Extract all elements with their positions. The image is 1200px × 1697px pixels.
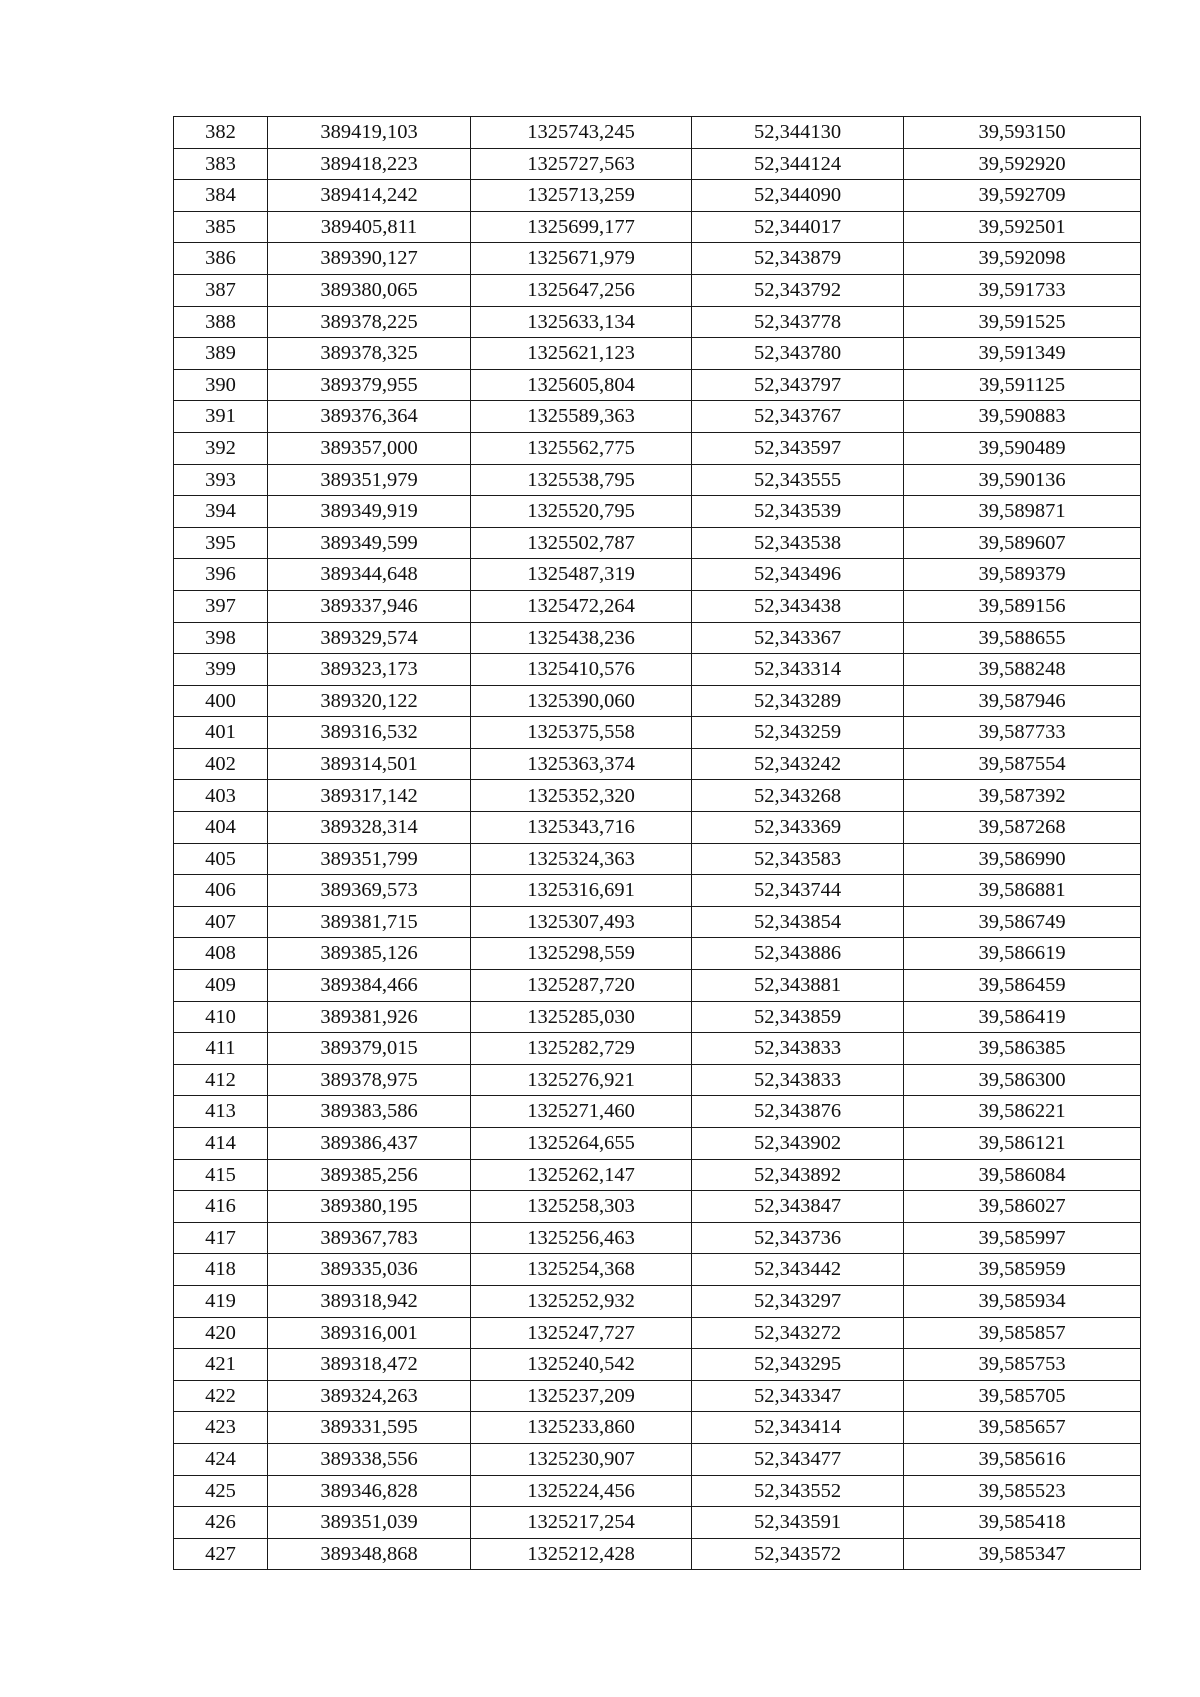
longitude-cell: 39,586419	[904, 1001, 1141, 1033]
longitude-cell: 39,592501	[904, 211, 1141, 243]
longitude-cell: 39,586619	[904, 938, 1141, 970]
latitude-cell: 52,343289	[692, 685, 904, 717]
latitude-cell: 52,344130	[692, 117, 904, 149]
latitude-cell: 52,343272	[692, 1317, 904, 1349]
latitude-cell: 52,343268	[692, 780, 904, 812]
y-coordinate-cell: 1325352,320	[471, 780, 692, 812]
y-coordinate-cell: 1325264,655	[471, 1128, 692, 1160]
latitude-cell: 52,343591	[692, 1507, 904, 1539]
longitude-cell: 39,586990	[904, 843, 1141, 875]
point-number-cell: 399	[174, 654, 268, 686]
y-coordinate-cell: 1325502,787	[471, 527, 692, 559]
coordinates-table	[173, 116, 1141, 1570]
table-row	[174, 654, 1141, 686]
point-number-cell: 423	[174, 1412, 268, 1444]
latitude-cell: 52,343552	[692, 1475, 904, 1507]
y-coordinate-cell: 1325252,932	[471, 1285, 692, 1317]
table-row	[174, 401, 1141, 433]
longitude-cell: 39,585997	[904, 1222, 1141, 1254]
point-number-cell: 413	[174, 1096, 268, 1128]
point-number-cell: 411	[174, 1033, 268, 1065]
table-row	[174, 1254, 1141, 1286]
longitude-cell: 39,585959	[904, 1254, 1141, 1286]
x-coordinate-cell: 389357,000	[268, 432, 471, 464]
longitude-cell: 39,591525	[904, 306, 1141, 338]
point-number-cell: 400	[174, 685, 268, 717]
longitude-cell: 39,587733	[904, 717, 1141, 749]
latitude-cell: 52,343295	[692, 1349, 904, 1381]
point-number-cell: 424	[174, 1443, 268, 1475]
point-number-cell: 415	[174, 1159, 268, 1191]
latitude-cell: 52,343555	[692, 464, 904, 496]
table-row	[174, 906, 1141, 938]
longitude-cell: 39,585523	[904, 1475, 1141, 1507]
longitude-cell: 39,585616	[904, 1443, 1141, 1475]
longitude-cell: 39,591733	[904, 274, 1141, 306]
y-coordinate-cell: 1325520,795	[471, 496, 692, 528]
table-row	[174, 1064, 1141, 1096]
latitude-cell: 52,343572	[692, 1538, 904, 1570]
longitude-cell: 39,586027	[904, 1191, 1141, 1223]
x-coordinate-cell: 389316,532	[268, 717, 471, 749]
latitude-cell: 52,343886	[692, 938, 904, 970]
longitude-cell: 39,591125	[904, 369, 1141, 401]
point-number-cell: 398	[174, 622, 268, 654]
point-number-cell: 425	[174, 1475, 268, 1507]
table-row	[174, 1191, 1141, 1223]
table-row	[174, 527, 1141, 559]
y-coordinate-cell: 1325713,259	[471, 180, 692, 212]
y-coordinate-cell: 1325390,060	[471, 685, 692, 717]
y-coordinate-cell: 1325262,147	[471, 1159, 692, 1191]
x-coordinate-cell: 389379,015	[268, 1033, 471, 1065]
y-coordinate-cell: 1325240,542	[471, 1349, 692, 1381]
point-number-cell: 404	[174, 812, 268, 844]
y-coordinate-cell: 1325212,428	[471, 1538, 692, 1570]
point-number-cell: 416	[174, 1191, 268, 1223]
x-coordinate-cell: 389317,142	[268, 780, 471, 812]
table-row	[174, 180, 1141, 212]
x-coordinate-cell: 389390,127	[268, 243, 471, 275]
table-row	[174, 338, 1141, 370]
latitude-cell: 52,344090	[692, 180, 904, 212]
point-number-cell: 402	[174, 748, 268, 780]
longitude-cell: 39,590136	[904, 464, 1141, 496]
latitude-cell: 52,343414	[692, 1412, 904, 1444]
table-row	[174, 1317, 1141, 1349]
longitude-cell: 39,588655	[904, 622, 1141, 654]
latitude-cell: 52,343538	[692, 527, 904, 559]
y-coordinate-cell: 1325256,463	[471, 1222, 692, 1254]
longitude-cell: 39,591349	[904, 338, 1141, 370]
point-number-cell: 391	[174, 401, 268, 433]
table-row	[174, 875, 1141, 907]
table-row	[174, 590, 1141, 622]
y-coordinate-cell: 1325605,804	[471, 369, 692, 401]
longitude-cell: 39,585705	[904, 1380, 1141, 1412]
point-number-cell: 386	[174, 243, 268, 275]
longitude-cell: 39,586881	[904, 875, 1141, 907]
longitude-cell: 39,586749	[904, 906, 1141, 938]
latitude-cell: 52,344124	[692, 148, 904, 180]
longitude-cell: 39,585418	[904, 1507, 1141, 1539]
point-number-cell: 387	[174, 274, 268, 306]
longitude-cell: 39,585657	[904, 1412, 1141, 1444]
x-coordinate-cell: 389367,783	[268, 1222, 471, 1254]
x-coordinate-cell: 389335,036	[268, 1254, 471, 1286]
longitude-cell: 39,589607	[904, 527, 1141, 559]
table-row	[174, 1159, 1141, 1191]
y-coordinate-cell: 1325298,559	[471, 938, 692, 970]
latitude-cell: 52,343477	[692, 1443, 904, 1475]
longitude-cell: 39,585857	[904, 1317, 1141, 1349]
latitude-cell: 52,343736	[692, 1222, 904, 1254]
x-coordinate-cell: 389405,811	[268, 211, 471, 243]
point-number-cell: 407	[174, 906, 268, 938]
point-number-cell: 392	[174, 432, 268, 464]
x-coordinate-cell: 389324,263	[268, 1380, 471, 1412]
y-coordinate-cell: 1325438,236	[471, 622, 692, 654]
x-coordinate-cell: 389379,955	[268, 369, 471, 401]
table-row	[174, 369, 1141, 401]
point-number-cell: 388	[174, 306, 268, 338]
x-coordinate-cell: 389378,325	[268, 338, 471, 370]
latitude-cell: 52,343778	[692, 306, 904, 338]
latitude-cell: 52,343859	[692, 1001, 904, 1033]
x-coordinate-cell: 389323,173	[268, 654, 471, 686]
x-coordinate-cell: 389380,065	[268, 274, 471, 306]
longitude-cell: 39,589871	[904, 496, 1141, 528]
table-row	[174, 1475, 1141, 1507]
longitude-cell: 39,586221	[904, 1096, 1141, 1128]
y-coordinate-cell: 1325247,727	[471, 1317, 692, 1349]
y-coordinate-cell: 1325276,921	[471, 1064, 692, 1096]
x-coordinate-cell: 389381,715	[268, 906, 471, 938]
latitude-cell: 52,343597	[692, 432, 904, 464]
longitude-cell: 39,592709	[904, 180, 1141, 212]
latitude-cell: 52,343792	[692, 274, 904, 306]
x-coordinate-cell: 389346,828	[268, 1475, 471, 1507]
coordinates-table-body	[174, 117, 1141, 1570]
point-number-cell: 393	[174, 464, 268, 496]
x-coordinate-cell: 389337,946	[268, 590, 471, 622]
latitude-cell: 52,343438	[692, 590, 904, 622]
latitude-cell: 52,343369	[692, 812, 904, 844]
latitude-cell: 52,343902	[692, 1128, 904, 1160]
y-coordinate-cell: 1325233,860	[471, 1412, 692, 1444]
latitude-cell: 52,343892	[692, 1159, 904, 1191]
latitude-cell: 52,343876	[692, 1096, 904, 1128]
x-coordinate-cell: 389329,574	[268, 622, 471, 654]
x-coordinate-cell: 389351,979	[268, 464, 471, 496]
x-coordinate-cell: 389348,868	[268, 1538, 471, 1570]
latitude-cell: 52,343314	[692, 654, 904, 686]
longitude-cell: 39,592920	[904, 148, 1141, 180]
x-coordinate-cell: 389318,472	[268, 1349, 471, 1381]
point-number-cell: 422	[174, 1380, 268, 1412]
x-coordinate-cell: 389338,556	[268, 1443, 471, 1475]
x-coordinate-cell: 389378,225	[268, 306, 471, 338]
longitude-cell: 39,590489	[904, 432, 1141, 464]
longitude-cell: 39,585934	[904, 1285, 1141, 1317]
x-coordinate-cell: 389331,595	[268, 1412, 471, 1444]
longitude-cell: 39,587946	[904, 685, 1141, 717]
table-row	[174, 1033, 1141, 1065]
y-coordinate-cell: 1325316,691	[471, 875, 692, 907]
y-coordinate-cell: 1325647,256	[471, 274, 692, 306]
latitude-cell: 52,343347	[692, 1380, 904, 1412]
table-row	[174, 274, 1141, 306]
point-number-cell: 383	[174, 148, 268, 180]
x-coordinate-cell: 389386,437	[268, 1128, 471, 1160]
y-coordinate-cell: 1325258,303	[471, 1191, 692, 1223]
y-coordinate-cell: 1325375,558	[471, 717, 692, 749]
y-coordinate-cell: 1325287,720	[471, 970, 692, 1002]
y-coordinate-cell: 1325562,775	[471, 432, 692, 464]
table-row	[174, 970, 1141, 1002]
x-coordinate-cell: 389384,466	[268, 970, 471, 1002]
x-coordinate-cell: 389351,039	[268, 1507, 471, 1539]
x-coordinate-cell: 389385,256	[268, 1159, 471, 1191]
y-coordinate-cell: 1325621,123	[471, 338, 692, 370]
longitude-cell: 39,585753	[904, 1349, 1141, 1381]
longitude-cell: 39,586084	[904, 1159, 1141, 1191]
table-row	[174, 1507, 1141, 1539]
point-number-cell: 395	[174, 527, 268, 559]
x-coordinate-cell: 389320,122	[268, 685, 471, 717]
latitude-cell: 52,343539	[692, 496, 904, 528]
longitude-cell: 39,586385	[904, 1033, 1141, 1065]
latitude-cell: 52,343833	[692, 1033, 904, 1065]
y-coordinate-cell: 1325472,264	[471, 590, 692, 622]
point-number-cell: 419	[174, 1285, 268, 1317]
table-row	[174, 243, 1141, 275]
y-coordinate-cell: 1325699,177	[471, 211, 692, 243]
x-coordinate-cell: 389344,648	[268, 559, 471, 591]
y-coordinate-cell: 1325282,729	[471, 1033, 692, 1065]
y-coordinate-cell: 1325743,245	[471, 117, 692, 149]
point-number-cell: 384	[174, 180, 268, 212]
longitude-cell: 39,593150	[904, 117, 1141, 149]
x-coordinate-cell: 389381,926	[268, 1001, 471, 1033]
point-number-cell: 406	[174, 875, 268, 907]
x-coordinate-cell: 389349,919	[268, 496, 471, 528]
latitude-cell: 52,343583	[692, 843, 904, 875]
y-coordinate-cell: 1325324,363	[471, 843, 692, 875]
table-row	[174, 148, 1141, 180]
y-coordinate-cell: 1325727,563	[471, 148, 692, 180]
table-row	[174, 496, 1141, 528]
latitude-cell: 52,344017	[692, 211, 904, 243]
y-coordinate-cell: 1325589,363	[471, 401, 692, 433]
point-number-cell: 396	[174, 559, 268, 591]
point-number-cell: 408	[174, 938, 268, 970]
x-coordinate-cell: 389378,975	[268, 1064, 471, 1096]
table-row	[174, 1538, 1141, 1570]
latitude-cell: 52,343780	[692, 338, 904, 370]
table-row	[174, 938, 1141, 970]
table-row	[174, 211, 1141, 243]
longitude-cell: 39,587392	[904, 780, 1141, 812]
point-number-cell: 426	[174, 1507, 268, 1539]
point-number-cell: 420	[174, 1317, 268, 1349]
longitude-cell: 39,589379	[904, 559, 1141, 591]
x-coordinate-cell: 389418,223	[268, 148, 471, 180]
table-row	[174, 812, 1141, 844]
table-row	[174, 559, 1141, 591]
point-number-cell: 389	[174, 338, 268, 370]
x-coordinate-cell: 389316,001	[268, 1317, 471, 1349]
longitude-cell: 39,587554	[904, 748, 1141, 780]
y-coordinate-cell: 1325343,716	[471, 812, 692, 844]
latitude-cell: 52,343297	[692, 1285, 904, 1317]
table-row	[174, 685, 1141, 717]
latitude-cell: 52,343767	[692, 401, 904, 433]
point-number-cell: 417	[174, 1222, 268, 1254]
latitude-cell: 52,343879	[692, 243, 904, 275]
table-row	[174, 1222, 1141, 1254]
point-number-cell: 418	[174, 1254, 268, 1286]
x-coordinate-cell: 389349,599	[268, 527, 471, 559]
y-coordinate-cell: 1325271,460	[471, 1096, 692, 1128]
table-row	[174, 1096, 1141, 1128]
point-number-cell: 412	[174, 1064, 268, 1096]
longitude-cell: 39,587268	[904, 812, 1141, 844]
y-coordinate-cell: 1325671,979	[471, 243, 692, 275]
latitude-cell: 52,343242	[692, 748, 904, 780]
table-row	[174, 432, 1141, 464]
point-number-cell: 403	[174, 780, 268, 812]
latitude-cell: 52,343442	[692, 1254, 904, 1286]
latitude-cell: 52,343496	[692, 559, 904, 591]
y-coordinate-cell: 1325237,209	[471, 1380, 692, 1412]
table-row	[174, 843, 1141, 875]
table-row	[174, 1443, 1141, 1475]
table-row	[174, 1285, 1141, 1317]
table-row	[174, 622, 1141, 654]
table-row	[174, 117, 1141, 149]
latitude-cell: 52,343854	[692, 906, 904, 938]
y-coordinate-cell: 1325224,456	[471, 1475, 692, 1507]
x-coordinate-cell: 389376,364	[268, 401, 471, 433]
point-number-cell: 409	[174, 970, 268, 1002]
table-row	[174, 1001, 1141, 1033]
longitude-cell: 39,586459	[904, 970, 1141, 1002]
longitude-cell: 39,589156	[904, 590, 1141, 622]
x-coordinate-cell: 389385,126	[268, 938, 471, 970]
x-coordinate-cell: 389314,501	[268, 748, 471, 780]
table-row	[174, 748, 1141, 780]
longitude-cell: 39,588248	[904, 654, 1141, 686]
table-row	[174, 464, 1141, 496]
point-number-cell: 385	[174, 211, 268, 243]
y-coordinate-cell: 1325633,134	[471, 306, 692, 338]
y-coordinate-cell: 1325487,319	[471, 559, 692, 591]
latitude-cell: 52,343881	[692, 970, 904, 1002]
longitude-cell: 39,590883	[904, 401, 1141, 433]
table-row	[174, 306, 1141, 338]
latitude-cell: 52,343797	[692, 369, 904, 401]
table-row	[174, 717, 1141, 749]
point-number-cell: 382	[174, 117, 268, 149]
table-row	[174, 780, 1141, 812]
point-number-cell: 405	[174, 843, 268, 875]
point-number-cell: 390	[174, 369, 268, 401]
y-coordinate-cell: 1325410,576	[471, 654, 692, 686]
y-coordinate-cell: 1325217,254	[471, 1507, 692, 1539]
x-coordinate-cell: 389383,586	[268, 1096, 471, 1128]
y-coordinate-cell: 1325307,493	[471, 906, 692, 938]
point-number-cell: 414	[174, 1128, 268, 1160]
point-number-cell: 401	[174, 717, 268, 749]
latitude-cell: 52,343367	[692, 622, 904, 654]
point-number-cell: 410	[174, 1001, 268, 1033]
x-coordinate-cell: 389369,573	[268, 875, 471, 907]
x-coordinate-cell: 389414,242	[268, 180, 471, 212]
point-number-cell: 421	[174, 1349, 268, 1381]
y-coordinate-cell: 1325285,030	[471, 1001, 692, 1033]
table-row	[174, 1380, 1141, 1412]
latitude-cell: 52,343744	[692, 875, 904, 907]
x-coordinate-cell: 389318,942	[268, 1285, 471, 1317]
x-coordinate-cell: 389328,314	[268, 812, 471, 844]
point-number-cell: 397	[174, 590, 268, 622]
x-coordinate-cell: 389380,195	[268, 1191, 471, 1223]
latitude-cell: 52,343259	[692, 717, 904, 749]
longitude-cell: 39,586121	[904, 1128, 1141, 1160]
point-number-cell: 394	[174, 496, 268, 528]
point-number-cell: 427	[174, 1538, 268, 1570]
table-row	[174, 1412, 1141, 1444]
latitude-cell: 52,343847	[692, 1191, 904, 1223]
x-coordinate-cell: 389419,103	[268, 117, 471, 149]
table-row	[174, 1128, 1141, 1160]
longitude-cell: 39,586300	[904, 1064, 1141, 1096]
y-coordinate-cell: 1325230,907	[471, 1443, 692, 1475]
y-coordinate-cell: 1325254,368	[471, 1254, 692, 1286]
y-coordinate-cell: 1325538,795	[471, 464, 692, 496]
longitude-cell: 39,585347	[904, 1538, 1141, 1570]
table-row	[174, 1349, 1141, 1381]
x-coordinate-cell: 389351,799	[268, 843, 471, 875]
longitude-cell: 39,592098	[904, 243, 1141, 275]
y-coordinate-cell: 1325363,374	[471, 748, 692, 780]
latitude-cell: 52,343833	[692, 1064, 904, 1096]
